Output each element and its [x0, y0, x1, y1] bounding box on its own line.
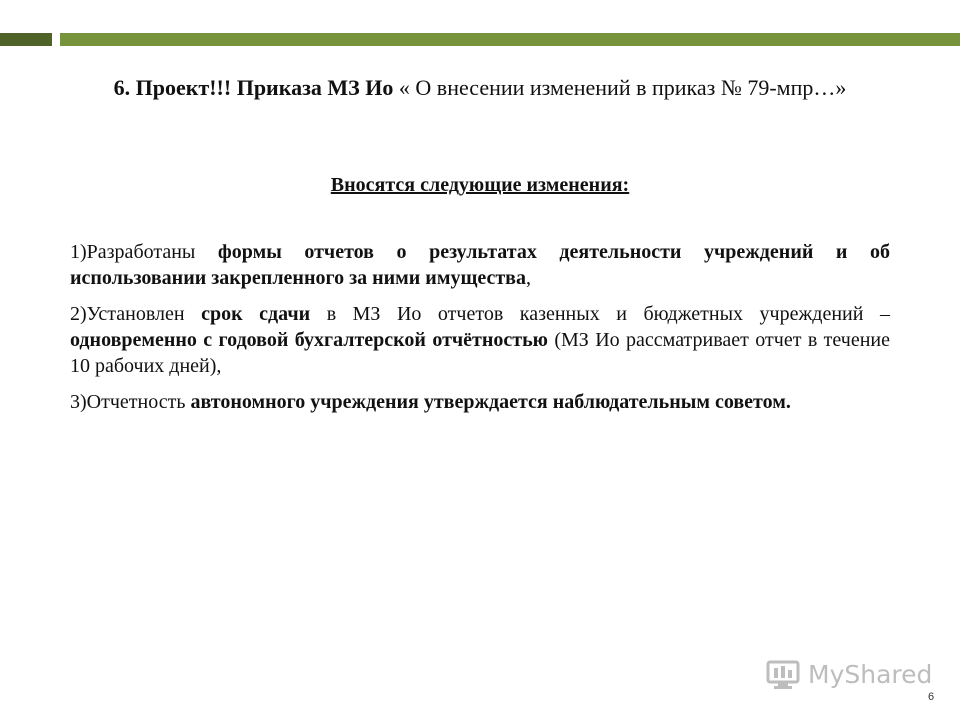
- item-2-text-bold-2: одновременно с годовой бухгалтерской отчётностью: [70, 329, 548, 351]
- item-2-text-bold-1: срок сдачи: [201, 303, 311, 325]
- list-item-2: [70, 301, 890, 379]
- myshared-logo-icon: [766, 658, 800, 690]
- header-accent-bar-short: [0, 33, 52, 46]
- list-item-1: [70, 239, 890, 291]
- slide-title-bold: 6. Проект!!! Приказа МЗ Ио: [113, 75, 394, 100]
- item-3-text-1: 3)Отчетность: [70, 391, 191, 413]
- slide-title: [70, 74, 890, 102]
- item-1-text-bold: формы отчетов о результатах деятельности учреждений и об использовании закрепленного за ними имущества: [70, 241, 890, 289]
- item-1-text-1: 1)Разработаны: [70, 241, 218, 263]
- page-number: 6: [928, 691, 935, 703]
- item-1-text-3: ,: [525, 267, 531, 289]
- item-2-text-5: (МЗ Ио рассматривает отчет в течение 10 рабочих дней),: [70, 329, 891, 377]
- header-accent-bar-long: [60, 33, 960, 46]
- changes-list: [70, 239, 890, 425]
- slide-subtitle: Вносятся следующие изменения:: [330, 174, 630, 196]
- slide-title-regular: « О внесении изменений в приказ № 79-мпр…»: [393, 75, 847, 100]
- item-3-text-bold: автономного учреждения утверждается наблюдательным советом.: [190, 391, 791, 413]
- list-item-3: [70, 389, 890, 415]
- myshared-watermark: [766, 656, 932, 692]
- myshared-logo-text: MyShared: [808, 659, 933, 689]
- item-2-text-3: в МЗ Ио отчетов казенных и бюджетных учреждений –: [310, 303, 890, 325]
- item-2-text-1: 2)Установлен: [70, 303, 202, 325]
